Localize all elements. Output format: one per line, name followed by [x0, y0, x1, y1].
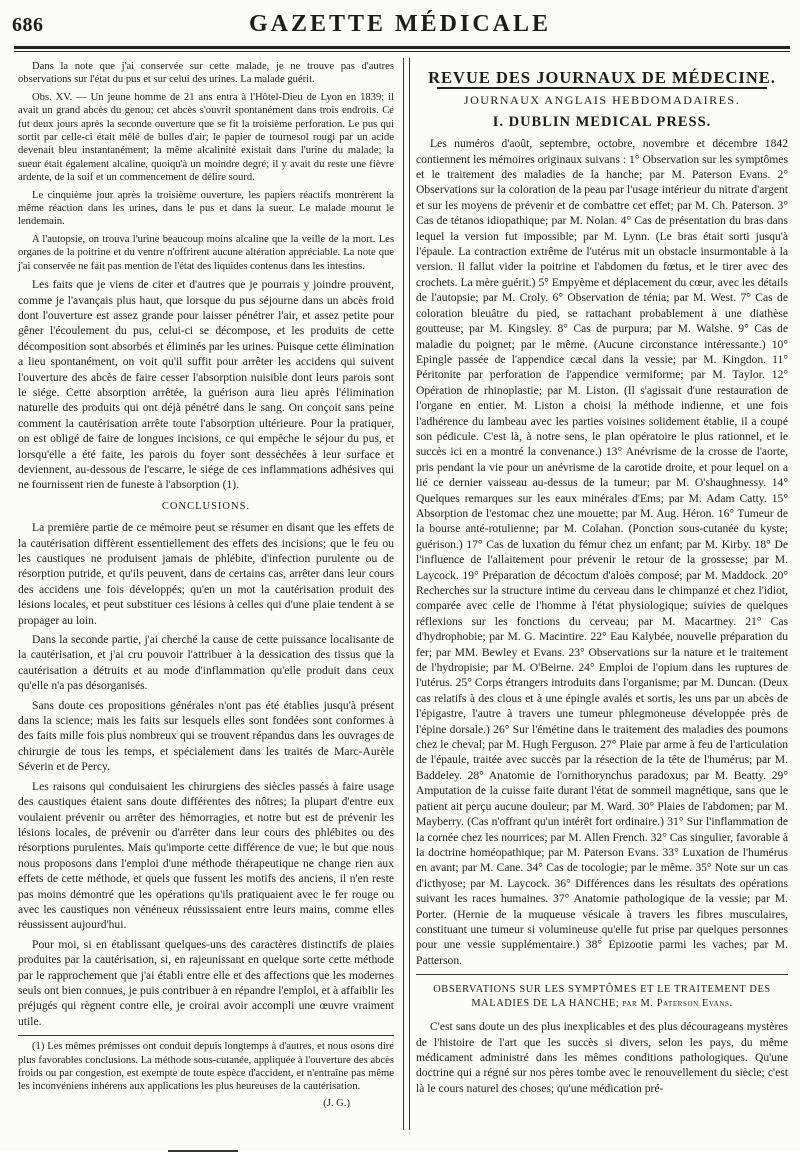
paragraph: Dans la note que j'ai conservée sur cette malade, je ne trouve pas d'autres observations sur l'état du pus et sur celui des urines. La malade guérit. — [18, 61, 394, 86]
page-number: 686 — [12, 14, 44, 36]
left-column — [18, 60, 394, 1152]
header-rule — [14, 46, 790, 49]
footnote-signature: (J. G.) — [323, 1097, 350, 1109]
title-rule — [437, 87, 767, 89]
masthead-title: GAZETTE MÉDICALE — [248, 11, 552, 37]
footnote-separator — [18, 1035, 394, 1036]
paragraph: Le cinquième jour après la troisième ouverture, les papiers réactifs montrèrent la même réaction dans les urines, dans le pus et dans la sueur. Le malade mourut le lendemain. — [18, 189, 394, 228]
article-title: OBSERVATIONS SUR LES SYMPTÔMES ET LE TRAITEMENT DES MALADIES DE LA HANCHE; par M. Paterson Evans. — [433, 984, 771, 1010]
paragraph: La première partie de ce mémoire peut se résumer en disant que les effets de la cautérisation diffèrent essentiellement des effets des incisions; que le feu ou les caustiques ne produisent jamais de phlébite, d'infection purulente ou de résorption putride, et qu'ils peuvent, dans de certains cas, arrêter dans leur cours des accidens une fois développés; qu'en un mot la cautérisation produit des lésions locales, et peut substituer ces lésions à celles qui d'une plaie tendent à se propager au loin. — [18, 521, 394, 627]
section-title: REVUE DES JOURNAUX DE MÉDECINE. — [428, 68, 776, 87]
article-separator — [416, 974, 788, 975]
footnote: (1) Les mêmes prémisses ont conduit depuis longtemps à d'autres, et nous osons dire plus favorables conclusions. La méthode sous-cutanée, appliquée à l'ouverture des abcès froids ou par congestion, est exempte de toute espèce d'accident, et n'entraîne pas même les inconvéniens inhérens aux applications les plus heureuses de la cautérisation. — [18, 1041, 394, 1093]
paragraph: Les raisons qui conduisaient les chirurgiens des siècles passés à faire usage des caustiques étaient sans doute différentes des nôtres; la plupart d'entre eux voulaient prévenir ou arrêter des hémorragies, et notre but est de prévenir les lésions locales, de prévenir ou d'arrêter dans leur cours des phlébites ou des résorptions purulentes. Mais qu'importe cette différence de vue; le but que nous nous proposons dans l'emploi d'une méthode thérapeutique ne change rien aux effets de cette méthode, et quels que fussent les motifs des anciens, il n'en reste pas moins démontré que les opérations qu'ils pratiquaient avec le fer rouge ou avec les caustiques non vénéneux réussissaient entre leurs mains, comme elles réussissent aujourd'hui. — [18, 779, 394, 932]
paragraph: Pour moi, si en établissant quelques-uns des caractères distinctifs de plaies produites par la cautérisation, si, en rajeunissant en quelque sorte cette méthode par le rapprochement que j'ai établi entre elle et des affections que les modernes seuls ont bien connues, je puis contribuer à en répandre l'emploi, et à affaiblir les préjugés qui règnent contre elle, je croirai avoir accompli une œuvre vraiment utile. — [18, 937, 394, 1028]
paragraph: C'est sans doute un des plus inexplicables et des plus décourageans mystères de l'histoire de l'art que les succès si divers, selon les pays, du même médicament administré dans les mêmes conditions pathologiques. Qu'une doctrine qui a régné sur nos pères tombe avec le renouvellement du siècle; c'est là le cours naturel des choses; qu'une médication pré- — [416, 1020, 788, 1095]
right-column — [416, 64, 788, 1100]
paragraph: Les faits que je viens de citer et d'autres que je pourrais y joindre prouvent, comme je l'avançais plus haut, que lorsque du pus séjourne dans un abcès froid dont l'ouverture est assez grande pour laisser pénétrer l'air, et assez petite pour gêner l'écoulement du pus, celui-ci se décompose, et les produits de cette décomposition sont absorbés et éliminés par les urines. Puisque cette élimination a lieu spontanément, on voit qu'il suffit pour arrêter les accidens qui suivent l'ouverture des abcès de faire cesser l'absorption nuisible dont leurs parois sont le siége. Cette absorption arrêtée, la guérison aura lieu après l'élimination naturelle des produits qui ont déjà pénétré dans le sang. On conçoit sans peine comment la cautérisation arrête toute l'absorption ultérieure. Pour la pratiquer, on est obligé de faire de longues incisions, ce qui empêche le séjour du pus, et lorsqu'elle a été faite, les parois du foyer sont desséchées à leur surface et deviennent, au-dessous de l'escarre, le siége de ces inflammations adhésives qui ne fournissent rien de funeste à l'absorption (1). — [18, 278, 394, 492]
conclusions-heading: CONCLUSIONS. — [161, 500, 251, 512]
section-subtitle: JOURNAUX ANGLAIS HEBDOMADAIRES. — [463, 93, 741, 108]
header-rule-thin — [14, 51, 790, 52]
observation-xv: Obs. XV. — Un jeune homme de 21 ans entra à l'Hôtel-Dieu de Lyon en 1839; il avait un grand abcès du genou; cet abcès s'ouvrit spontanément dans trois endroits. Ce fut deux jours après la seconde ouverture que se fit la troisième perforation. Le pus qui sortit par celle-ci était mêlé de bulles d'air; le papier de tournesol rougi par un acide devenait bleu instantanément; la même alcalinité existait dans l'urine du malade; la sueur était également alcaline, quoiqu'à un moindre degré; il y avait du reste une fièvre ardente, de la soif et un commencement de délire sourd. — [18, 91, 394, 184]
paragraph: Dans la seconde partie, j'ai cherché la cause de cette puissance localisante de la cautérisation, et j'ai cru pouvoir l'attribuer à la dessication des tissus que la cautérisation a détruits et au mode d'inflammation qu'elle produit dans ceux qu'elle n'a pas désorganisés. — [18, 633, 394, 693]
paragraph: Sans doute ces propositions générales n'ont pas été établies jusqu'à présent dans la science; mais les faits sur lesquels elles sont fondées sont conformes à des faits mille fois plus nombreux qui se trouvent répandus dans les ouvrages de chirurgie de tous les temps, et spécialement dans les traités de Marc-Aurèle Séverin et de Percy. — [18, 698, 394, 774]
journal-heading: I. DUBLIN MEDICAL PRESS. — [492, 113, 712, 130]
paragraph: A l'autopsie, on trouva l'urine beaucoup moins alcaline que la veille de la mort. Les organes de la poitrine et du ventre n'offrirent aucune altération appréciable. La note que j'ai conservée ne fait pas mention de l'état des liquides contenus dans les intestins. — [18, 233, 394, 272]
paragraph: Les numéros d'août, septembre, octobre, novembre et décembre 1842 contiennent les mémoires originaux suivans : 1° Observation sur les symptômes et le traitement des maladies de la hanche; par M. Paterson Evans. 2° Observations sur la coloration de la peau par l'usage intérieur du nitrate d'argent et sur les moyens de prévenir et de combattre cet effet; par M. Ch. Paterson. 3° Cas de tétanos idiopathique; par M. Nolan. 4° Cas de présentation du bras dans lequel la version fut impossible; par M. Lynn. (Le bras était sorti jusqu'à l'épaule. La contraction extrême de l'utérus mit un obstacle insurmontable à la version. Il fallut vider la poitrine et l'abdomen du fœtus, et le tirer avec des crochets. La mère guérit.) 5° Empyème et déplacement du cœur, avec les détails de l'autopsie; par M. Croly. 6° Observation de ténia; par M. West. 7° Cas de coloration bleuâtre du pied, se rattachant probablement à une diathèse goutteuse; par M. Kingsley. 8° Cas de purpura; par M. Walshe. 9° Cas de maladie du poignet; par le même. (Aucune circonstance intéressante.) 10° Epingle passée de l'appendice cæcal dans la vessie; par M. Kingdon. 11° Péritonite par perforation de l'appendice vermiforme; par M. Taylor. 12° Opération de rhinoplastie; par M. Liston. (Il s'agissait d'une restauration de l'organe en entier. M. Liston a choisi la méthode indienne, et une fois l'adhérence du lambeau avec les parties voisines solidement établie, il a coupé son pédicule. C'est là, à notre sens, le plan opératoire le plus rationnel, et le succès ici en a montré la convenance.) 13° Anévrisme de la crosse de l'aorte, pris pendant la vie pour un anévrisme de la carotide droite, et pour lequel on a lié ce dernier vaisseau au-dessus de la tumeur; par M. O'shaughnessy. 14° Quelques remarques sur les eaux minérales d'Ems; par M. Adam Catty. 15° Absorption de l'estomac chez une mouette; par M. Aug. Héron. 16° Tumeur de la bourse anté-rotulienne; par M. Colahan. (Ponction sous-cutanée du kyste; guérison.) 17° Cas de luxation du fémur chez un enfant; par M. Kirby. 18° De l'influence de l'allaitement pour prévenir le retour de la grossesse; par M. Laycock. 19° Préparation de décoctum d'aloès composé; par M. Maddock. 20° Recherches sur la structure intime du cerveau dans le chimpanzé et chez l'idiot, comparée avec celle de l'homme à l'état physiologique; suivies de quelques réflexions sur les fonctions du cerveau; par M. Macartney. 21° Cas d'hydrophobie; par M. G. Macintire. 22° Eau Kalybée, nouvelle préparation du fer; par MM. Bewley et Evans. 23° Observations sur la nature et le traitement de l'hydropisie; par M. O'Beirne. 24° Emploi de l'opium dans les ruptures de l'utérus. 25° Corps étrangers introduits dans l'organisme; par M. Duncan. (Deux cas relatifs à des clous et à une épingle avalés et sortis, les uns par un abcès de l'épigastre, l'autre à travers une tumeur phlegmoneuse développée près de l'épine dorsale.) 26° Sur l'émétine dans le traitement des maladies des poumons chez le cheval; par M. Hugh Ferguson. 27° Plaie par arme à feu de l'articulation de l'épaule, traitée avec succès par la résection de la tête de l'humérus; par M. Baddeley. 28° Anatomie de l'ornithorynchus paradoxus; par M. Beatty. 29° Amputation de la cuisse faite durant l'état de sommeil magnétique, sans que le patient ait perçu aucune douleur; par M. Ward. 30° Plaies de l'abdomen; par M. Mayberry. (Cas n'offrant qu'un intérêt fort ordinaire.) 31° Sur l'inflammation de la cornée chez les nourrices; par M. Allen French. 32° Cas singulier, favorable à la doctrine homéopathique; par M. Paterson Evans. 33° Luxation de l'humérus en avant; par M. Cane. 34° Cas de tocologie; par le même. 35° Note sur un cas d'icthyose; par M. Laycock. 36° Différences dans les résultats des opérations suivant les races humaines. 37° Anatomie pathologique de la vessie; par M. Porter. (Hernie de la muqueuse vésicale à travers les fibres musculaires, constituant une tumeur si volumineuse qu'elle fut prise par quelques personnes pour une vessie supplémentaire.) 38° Epizootie parmi les vaches; par M. Patterson. — [416, 137, 788, 967]
column-divider — [403, 58, 410, 1130]
